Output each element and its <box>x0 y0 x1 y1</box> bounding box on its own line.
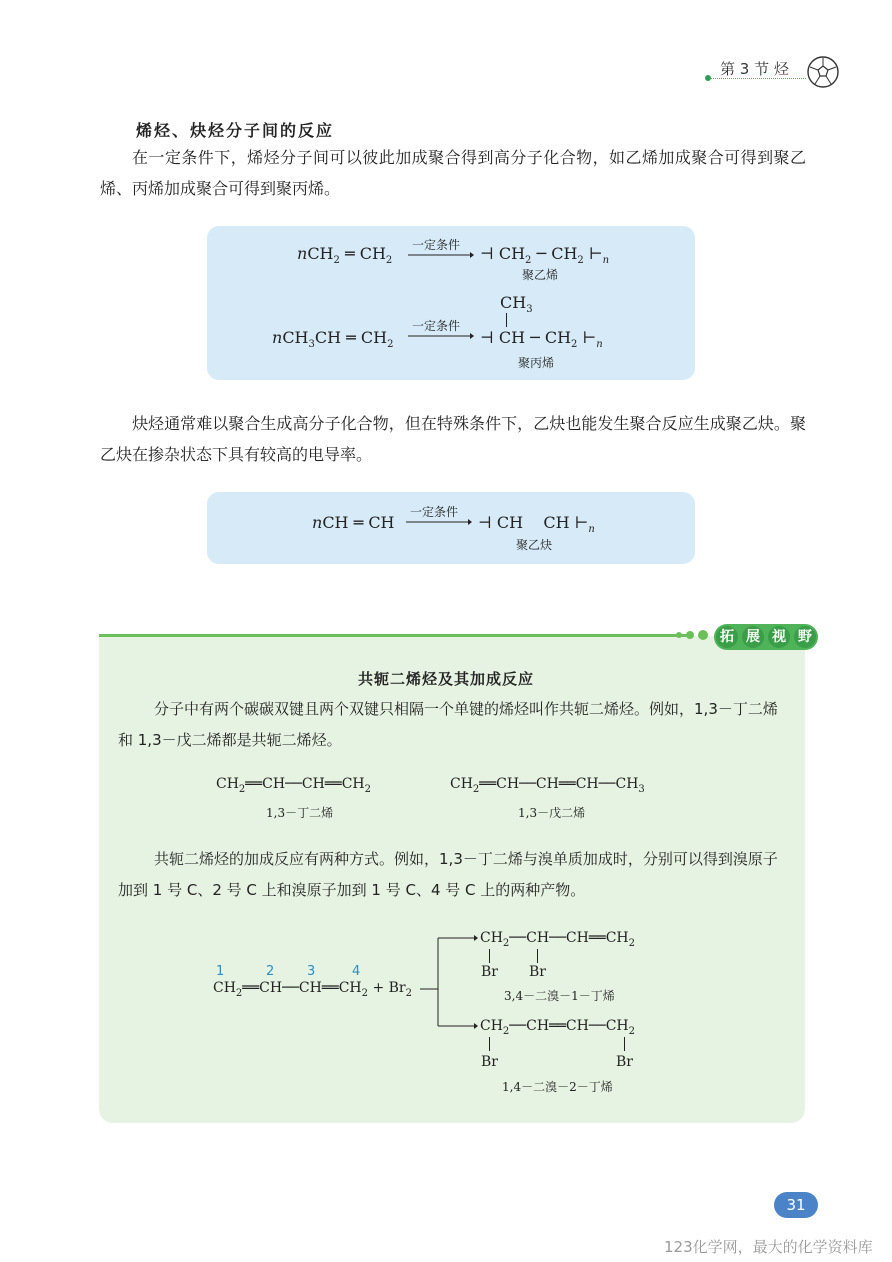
product-1-formula: $CH_2──CH──CH══CH_2$ <box>480 930 636 949</box>
product-2-label: 1,4－二溴－2－丁烯 <box>502 1080 613 1094</box>
propylene-formula: nCH$_3$CH ═ $CH_2$ <box>272 328 394 351</box>
badge-char: 展 <box>742 626 764 648</box>
fullerene-icon <box>806 55 840 89</box>
bromine-atom: Br <box>529 964 546 980</box>
bromine-atom: Br <box>481 964 498 980</box>
badge-char: 视 <box>768 626 790 648</box>
chapter-header: 第 3 节 烃 <box>720 60 789 78</box>
paragraph-alkene-polymerization: 在一定条件下，烯烃分子间可以彼此加成聚合得到高分子化合物，如乙烯加成聚合可得到聚乙烯、丙烯加成聚合可得到聚丙烯。 <box>100 148 806 198</box>
badge-char: 野 <box>794 626 816 648</box>
polypropylene-label: 聚丙烯 <box>518 356 555 370</box>
pentadiene-formula: $CH_2══CH──CH══CH──CH_3$ <box>450 776 645 795</box>
polyethylene-formula: ⊣ $CH_2$ ─ $CH_2$ $⊢_n$ <box>480 244 610 267</box>
paragraph-alkyne-polymerization: 炔烃通常难以聚合生成高分子化合物，但在特殊条件下，乙炔也能发生聚合反应生成聚乙炔。聚乙炔在掺杂状态下具有较高的电导率。 <box>100 414 806 464</box>
extension-title: 共轭二烯烃及其加成反应 <box>357 670 534 688</box>
bond-line <box>489 949 490 963</box>
branch-arrows <box>420 930 480 1030</box>
bromine-atom: Br <box>616 1054 633 1070</box>
extension-paragraph-2: 共轭二烯烃的加成反应有两种方式。例如，1,3－丁二烯与溴单质加成时，分别可以得到溴原子加到 1 号 C、2 号 C 上和溴原子加到 1 号 C、4 号 C 上的两种产物。 <box>118 850 778 899</box>
bond-line <box>624 1037 625 1051</box>
reaction-condition: 一定条件 <box>410 505 459 519</box>
watermark: 123化学网，最大的化学资料库 <box>664 1238 873 1256</box>
polyacetylene-formula: ⊣ CH CH $⊢_n$ <box>478 513 595 536</box>
decorative-dot <box>676 632 682 638</box>
acetylene-formula: nCH ═ CH <box>312 513 395 532</box>
decorative-dot <box>686 631 694 639</box>
header-rule <box>710 78 806 79</box>
methyl-group: $CH_3$ <box>500 293 533 316</box>
butadiene-formula: $CH_2══CH──CH══CH_2$ <box>216 776 372 795</box>
bond-line <box>537 949 538 963</box>
extension-badge <box>714 624 818 650</box>
carbon-number: 1 <box>216 964 225 979</box>
bond-line <box>506 313 507 327</box>
decorative-dot <box>698 630 708 640</box>
section-title: 烯烃、炔烃分子间的反应 <box>136 121 335 140</box>
pentadiene-label: 1,3－戊二烯 <box>518 806 586 820</box>
bromine-atom: Br <box>481 1054 498 1070</box>
polypropylene-formula: ⊣ CH ─ $CH_2$ $⊢_n$ <box>480 328 603 351</box>
reaction-condition: 一定条件 <box>412 319 461 333</box>
carbon-number: 3 <box>307 964 316 979</box>
extension-paragraph-1: 分子中有两个碳碳双键且两个双键只相隔一个单键的烯烃叫作共轭二烯烃。例如，1,3－丁二烯和 1,3－戊二烯都是共轭二烯烃。 <box>118 700 778 749</box>
butadiene-bromine-reactants: $CH_2══CH──CH══CH_2 + Br_2$ <box>213 980 413 999</box>
reaction-arrow <box>408 331 474 341</box>
polyethylene-label: 聚乙烯 <box>522 268 559 282</box>
ethylene-formula: nCH$_2$ ═ $CH_2$ <box>297 244 393 267</box>
carbon-number: 4 <box>352 964 361 979</box>
page-number: 31 <box>774 1192 818 1218</box>
bond-line <box>489 1037 490 1051</box>
product-1-label: 3,4－二溴－1－丁烯 <box>504 989 615 1003</box>
reaction-condition: 一定条件 <box>412 238 461 252</box>
badge-char: 拓 <box>716 626 738 648</box>
polyacetylene-label: 聚乙炔 <box>516 538 553 552</box>
product-2-formula: $CH_2──CH══CH──CH_2$ <box>480 1018 636 1037</box>
butadiene-label: 1,3－丁二烯 <box>266 806 334 820</box>
extension-rule <box>99 634 689 637</box>
carbon-number: 2 <box>266 964 275 979</box>
reaction-arrow <box>408 250 474 260</box>
reaction-arrow <box>406 517 472 527</box>
